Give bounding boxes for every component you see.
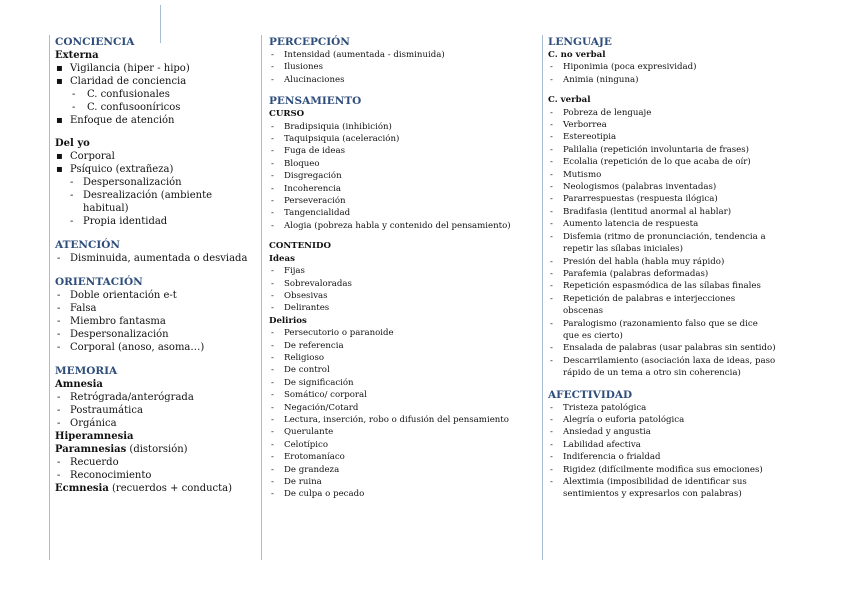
column-divider-left [49, 35, 50, 560]
list-item: - De referencia [271, 340, 344, 351]
subheading-externa: Externa [55, 50, 99, 61]
list-item: - Tangencialidad [271, 208, 351, 219]
list-item: - Erotomaníaco [271, 452, 345, 463]
no-verbal-list [548, 61, 806, 86]
list-item: - Perseveración [271, 196, 346, 207]
list-item: - De ruina [271, 477, 322, 487]
list-item: - Animia (ninguna) [550, 74, 639, 85]
section-memoria [55, 364, 259, 495]
section-percepcion [269, 35, 541, 86]
subheading-delirios: Delirios [269, 315, 307, 326]
subheading-paramnesias: Paramnesias (distorsión) [55, 444, 188, 455]
list-item: - Bloqueo [271, 158, 320, 169]
section-pensamiento [269, 94, 541, 501]
list-item: - Sobrevaloradas [271, 278, 352, 289]
section-atencion [55, 238, 259, 265]
list-item: - Disgregación [271, 171, 342, 182]
list-item: - Negación/Cotard [271, 402, 359, 413]
list-item: - Ilusiones [271, 62, 324, 73]
list-item: - Repetición de palabras e interjecciones obscenas [550, 293, 736, 317]
subheading-verbal: C. verbal [548, 95, 591, 106]
subheading-no-verbal: C. no verbal [548, 50, 606, 60]
list-item: - Fuga de ideas [271, 146, 346, 157]
list-item: - Retrógrada/anterógrada [57, 392, 194, 403]
column-percepcion-pensamiento [269, 35, 541, 501]
section-orientacion [55, 275, 259, 354]
list-subitem: - Despersonalización [70, 177, 182, 188]
list-item: - Presión del habla (habla muy rápido) [550, 256, 725, 267]
list-subitem: - C. confusooníricos [72, 102, 181, 113]
list-item: - Alucinaciones [271, 74, 345, 85]
ideas-list [269, 265, 541, 315]
list-item: - Doble orientación e-t [57, 290, 177, 301]
list-item: - Incoherencia [271, 183, 341, 194]
list-item: - Alogia (pobreza habla y contenido del pensamiento) [271, 220, 511, 231]
subheading-contenido: CONTENIDO [269, 241, 331, 252]
bullet-icon: ▪ [56, 76, 63, 87]
list-item: - Rigidez (difícilmente modifica sus emociones) [550, 464, 763, 475]
bullet-icon: ▪ [56, 151, 63, 162]
section-afectividad [548, 388, 806, 501]
list-item: - Somático/ corporal [271, 390, 367, 401]
bullet-icon: ▪ [56, 63, 63, 74]
list-item: - Recuerdo [57, 457, 119, 468]
subheading-ideas: Ideas [269, 253, 295, 264]
list-item: - Ecolalia (repetición de lo que acaba de oír) [550, 157, 751, 168]
list-item: ▪ Enfoque de atención [56, 115, 175, 126]
list-item: ▪ Claridad de conciencia [56, 76, 187, 87]
list-item: - Indiferencia o frialdad [550, 452, 661, 463]
list-item: - Celotípico [271, 439, 329, 450]
list-item: - Palilalia (repetición involuntaria de frases) [550, 144, 749, 155]
section-title-percepcion: PERCEPCIÓN [269, 36, 350, 48]
list-item: - Falsa [57, 303, 97, 314]
list-subitem: - Desrealización (ambiente [70, 190, 213, 201]
list-item: - Orgánica [57, 418, 117, 429]
list-item: - Religioso [271, 352, 325, 363]
list-item: - Disminuida, aumentada o desviada [57, 253, 248, 264]
list-item: - Reconocimiento [57, 470, 152, 481]
delirios-list [269, 327, 541, 501]
list-item: - Fijas [271, 266, 305, 277]
list-item: - Taquipsiquia (aceleración) [271, 134, 400, 145]
list-item: - Bradifasia (lentitud anormal al hablar) [550, 206, 732, 217]
list-item: - Intensidad (aumentada - disminuida) [271, 50, 445, 60]
list-item: - Alegría o euforia patológica [550, 414, 685, 425]
percepcion-list [269, 49, 541, 86]
list-item: - De grandeza [271, 464, 340, 475]
section-title-atencion: ATENCIÓN [55, 239, 120, 251]
subheading-amnesia: Amnesia [55, 379, 103, 390]
list-item: - Miembro fantasma [57, 316, 166, 327]
list-item: - Pararrespuestas (respuesta ilógica) [550, 194, 718, 205]
list-item: - De significación [271, 377, 354, 388]
list-item: - Hiponimia (poca expresividad) [550, 62, 697, 73]
section-title-pensamiento: PENSAMIENTO [269, 95, 362, 108]
list-item: - Labilidad afectiva [550, 439, 641, 450]
list-item: - Verborrea [550, 120, 607, 131]
verbal-list [548, 107, 806, 380]
list-item: - Parafemia (palabras deformadas) [550, 268, 709, 279]
column-divider-right [542, 35, 543, 560]
afectividad-list [548, 402, 806, 501]
list-item: - Mutismo [550, 169, 602, 180]
list-item: ▪ Psíquico (extrañeza) [56, 164, 174, 175]
list-item: - Tristeza patológica [550, 402, 647, 413]
list-item: - Persecutorio o paranoide [271, 328, 394, 339]
list-item: - Repetición espasmódica de las sílabas finales [550, 281, 761, 292]
list-item: - Postraumática [57, 405, 143, 416]
list-item: - Aumento latencia de respuesta [550, 219, 699, 230]
subheading-ecmnesia: Ecmnesia (recuerdos + conducta) [55, 483, 233, 494]
column-conciencia-memoria [55, 35, 259, 495]
list-item: - Estereotipia [550, 132, 617, 143]
list-item: - Lectura, inserción, robo o difusión del pensamiento [271, 414, 509, 425]
section-title-memoria: MEMORIA [55, 365, 118, 377]
list-item: - Querulante [271, 427, 334, 438]
section-title-orientacion: ORIENTACIÓN [55, 276, 143, 288]
list-item: - Ansiedad y angustia [550, 427, 651, 438]
curso-list [269, 121, 541, 233]
section-title-conciencia: CONCIENCIA [55, 36, 135, 48]
subheading-del-yo: Del yo [55, 138, 90, 149]
list-item: - Delirantes [271, 303, 330, 314]
column-lenguaje-afectividad [548, 35, 806, 501]
list-item: - Corporal (anoso, asoma…) [57, 342, 205, 353]
list-item: - Paralogismo (razonamiento falso que se dice que es cierto) [550, 318, 758, 341]
subheading-curso: CURSO [269, 109, 305, 120]
list-item: - Neologismos (palabras inventadas) [550, 182, 717, 193]
list-subitem: - C. confusionales [72, 89, 170, 100]
list-item: - Bradipsiquia (inhibición) [271, 121, 392, 132]
list-item: - De culpa o pecado [271, 489, 365, 500]
list-item: - Disfemia (ritmo de pronunciación, tendencia a repetir las sílabas iniciales) [550, 231, 766, 255]
list-item: - Descarrilamiento (asociación laxa de ideas, paso rápido de un tema a otro sin coherencia) [550, 355, 776, 379]
list-item: - Despersonalización [57, 329, 169, 340]
list-item: - De control [271, 365, 330, 376]
bullet-icon: ▪ [56, 164, 63, 175]
list-item: ▪ Vigilancia (hiper - hipo) [56, 63, 190, 74]
section-title-afectividad: AFECTIVIDAD [548, 388, 633, 401]
list-item: - Obsesivas [271, 290, 328, 301]
column-divider-middle [261, 35, 262, 560]
section-conciencia [55, 35, 259, 228]
list-item: - Alextimia (imposibilidad de identificar sus sentimientos y expresarlos con palabras) [550, 477, 747, 500]
section-title-lenguaje: LENGUAJE [548, 36, 612, 48]
list-item: ▪ Corporal [56, 151, 115, 162]
section-lenguaje [548, 35, 806, 380]
list-subitem-continuation: habitual) [83, 203, 129, 214]
subheading-hiperamnesia: Hiperamnesia [55, 431, 134, 442]
list-item: - Ensalada de palabras (usar palabras sin sentido) [550, 343, 776, 354]
list-item: - Pobreza de lenguaje [550, 107, 652, 118]
list-subitem: - Propia identidad [70, 216, 168, 227]
bullet-icon: ▪ [56, 115, 63, 126]
